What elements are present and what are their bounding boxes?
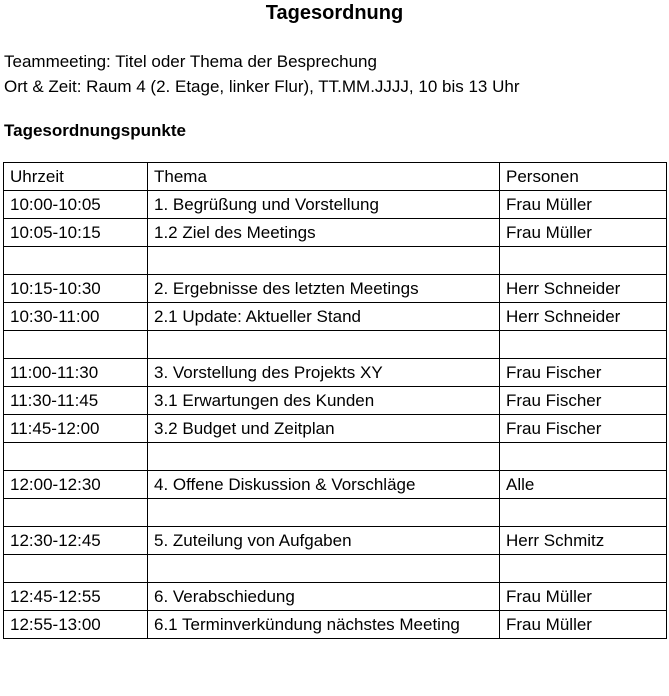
table-row	[4, 611, 667, 639]
table-row	[4, 499, 667, 527]
time-cell: 12:55-13:00	[4, 611, 148, 639]
person-cell	[500, 443, 667, 471]
topic-cell	[148, 499, 500, 527]
table-row	[4, 415, 667, 443]
time-cell: 11:45-12:00	[4, 415, 148, 443]
header-time: Uhrzeit	[4, 163, 148, 191]
topic-cell: 2.1 Update: Aktueller Stand	[148, 303, 500, 331]
person-cell: Frau Fischer	[500, 359, 667, 387]
table-row	[4, 275, 667, 303]
topic-cell: 6. Verabschiedung	[148, 583, 500, 611]
time-cell	[4, 247, 148, 275]
table-row	[4, 387, 667, 415]
header-topic: Thema	[148, 163, 500, 191]
person-cell: Frau Müller	[500, 191, 667, 219]
topic-cell: 1. Begrüßung und Vorstellung	[148, 191, 500, 219]
table-row	[4, 443, 667, 471]
person-cell	[500, 555, 667, 583]
time-cell: 11:00-11:30	[4, 359, 148, 387]
person-cell: Frau Müller	[500, 611, 667, 639]
person-cell: Herr Schneider	[500, 275, 667, 303]
topic-cell: 3.1 Erwartungen des Kunden	[148, 387, 500, 415]
time-cell: 10:15-10:30	[4, 275, 148, 303]
person-cell: Herr Schneider	[500, 303, 667, 331]
time-cell: 10:00-10:05	[4, 191, 148, 219]
meeting-info	[4, 49, 520, 99]
agenda-table	[3, 162, 667, 639]
table-row	[4, 303, 667, 331]
section-heading: Tagesordnungspunkte	[4, 121, 186, 140]
topic-cell	[148, 555, 500, 583]
person-cell: Frau Müller	[500, 219, 667, 247]
topic-cell: 6.1 Terminverkündung nächstes Meeting	[148, 611, 500, 639]
person-cell	[500, 499, 667, 527]
time-cell: 10:30-11:00	[4, 303, 148, 331]
table-row	[4, 527, 667, 555]
table-header-row	[4, 163, 667, 191]
person-cell	[500, 247, 667, 275]
table-row	[4, 219, 667, 247]
time-cell: 11:30-11:45	[4, 387, 148, 415]
topic-cell: 5. Zuteilung von Aufgaben	[148, 527, 500, 555]
topic-cell: 4. Offene Diskussion & Vorschläge	[148, 471, 500, 499]
topic-cell	[148, 331, 500, 359]
person-cell: Frau Fischer	[500, 387, 667, 415]
agenda-body	[4, 191, 667, 639]
topic-cell: 3.2 Budget und Zeitplan	[148, 415, 500, 443]
time-cell: 12:00-12:30	[4, 471, 148, 499]
table-row	[4, 331, 667, 359]
time-cell	[4, 443, 148, 471]
time-cell	[4, 331, 148, 359]
location-time-line: Ort & Zeit: Raum 4 (2. Etage, linker Flur), TT.MM.JJJJ, 10 bis 13 Uhr	[4, 77, 520, 96]
time-cell	[4, 555, 148, 583]
table-row	[4, 471, 667, 499]
topic-cell	[148, 247, 500, 275]
topic-cell	[148, 443, 500, 471]
person-cell	[500, 331, 667, 359]
table-row	[4, 191, 667, 219]
person-cell: Alle	[500, 471, 667, 499]
topic-cell: 1.2 Ziel des Meetings	[148, 219, 500, 247]
time-cell: 10:05-10:15	[4, 219, 148, 247]
person-cell: Frau Müller	[500, 583, 667, 611]
person-cell: Herr Schmitz	[500, 527, 667, 555]
table-row	[4, 583, 667, 611]
table-row	[4, 359, 667, 387]
document-title: Tagesordnung	[265, 2, 404, 24]
topic-cell: 2. Ergebnisse des letzten Meetings	[148, 275, 500, 303]
table-row	[4, 555, 667, 583]
time-cell: 12:45-12:55	[4, 583, 148, 611]
meeting-line: Teammeeting: Titel oder Thema der Besprechung	[4, 52, 377, 71]
table-row	[4, 247, 667, 275]
topic-cell: 3. Vorstellung des Projekts XY	[148, 359, 500, 387]
time-cell: 12:30-12:45	[4, 527, 148, 555]
person-cell: Frau Fischer	[500, 415, 667, 443]
header-persons: Personen	[500, 163, 667, 191]
time-cell	[4, 499, 148, 527]
